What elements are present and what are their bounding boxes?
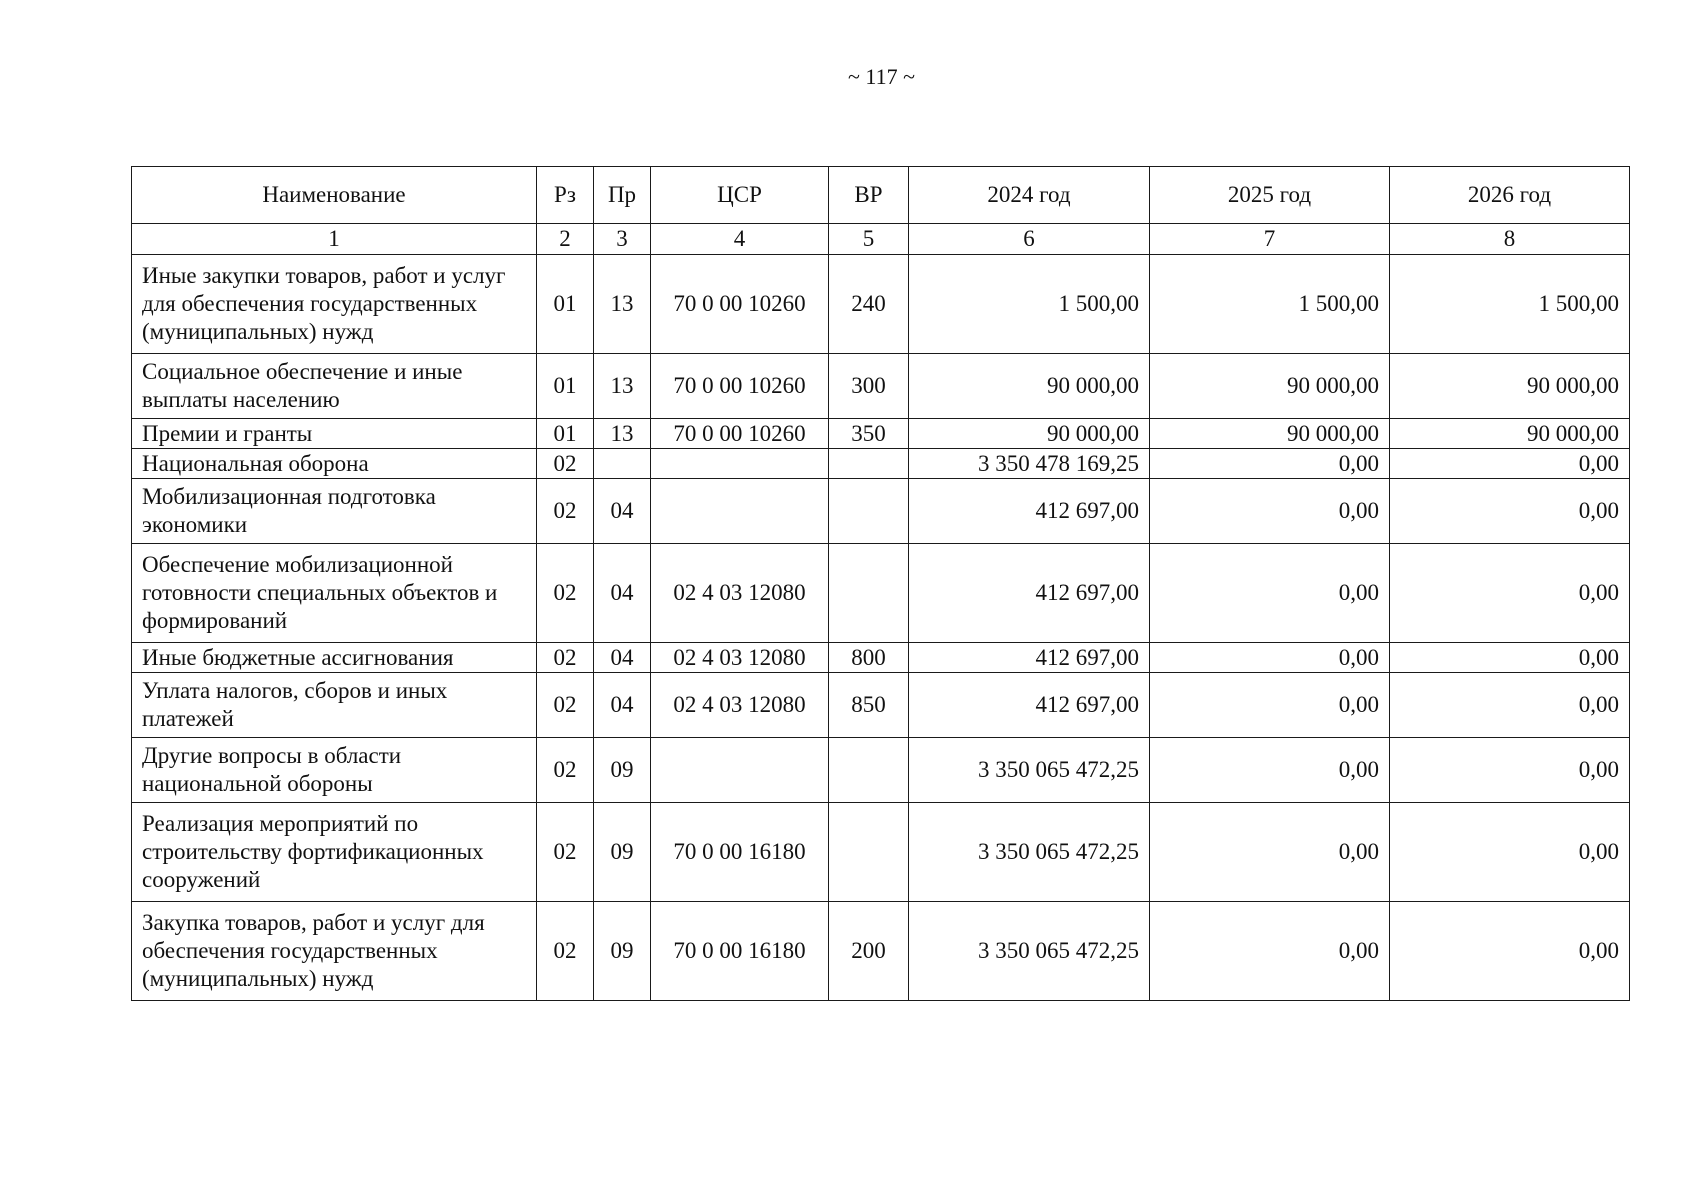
row-2025: 1 500,00	[1150, 255, 1390, 354]
row-pr: 04	[594, 479, 651, 544]
row-2026: 0,00	[1390, 673, 1630, 738]
row-2025: 0,00	[1150, 673, 1390, 738]
header-csr: ЦСР	[651, 167, 829, 224]
row-vr	[829, 544, 909, 643]
table-row	[132, 803, 1630, 902]
header-2026: 2026 год	[1390, 167, 1630, 224]
row-vr: 240	[829, 255, 909, 354]
table-row	[132, 419, 1630, 449]
row-pr: 13	[594, 255, 651, 354]
header-2025: 2025 год	[1150, 167, 1390, 224]
row-name: Реализация мероприятий по строительству фортификационных сооружений	[132, 803, 537, 902]
row-2025: 0,00	[1150, 544, 1390, 643]
row-vr	[829, 803, 909, 902]
table-row	[132, 479, 1630, 544]
row-2026: 0,00	[1390, 643, 1630, 673]
row-vr: 350	[829, 419, 909, 449]
header-row	[132, 167, 1630, 224]
row-name: Уплата налогов, сборов и иных платежей	[132, 673, 537, 738]
row-name: Социальное обеспечение и иные выплаты населению	[132, 354, 537, 419]
row-2026: 1 500,00	[1390, 255, 1630, 354]
column-number-row	[132, 224, 1630, 255]
row-2025: 0,00	[1150, 902, 1390, 1001]
row-2026: 0,00	[1390, 738, 1630, 803]
header-pr: Пр	[594, 167, 651, 224]
row-pr: 04	[594, 544, 651, 643]
row-vr: 200	[829, 902, 909, 1001]
column-number: 1	[132, 224, 537, 255]
row-2025: 90 000,00	[1150, 354, 1390, 419]
column-number: 8	[1390, 224, 1630, 255]
row-2024: 3 350 065 472,25	[909, 803, 1150, 902]
row-rz: 02	[537, 544, 594, 643]
row-pr: 09	[594, 738, 651, 803]
row-2025: 90 000,00	[1150, 419, 1390, 449]
row-vr	[829, 479, 909, 544]
row-vr: 850	[829, 673, 909, 738]
column-number: 2	[537, 224, 594, 255]
row-2024: 1 500,00	[909, 255, 1150, 354]
budget-table	[131, 166, 1630, 1001]
row-csr: 02 4 03 12080	[651, 643, 829, 673]
row-2025: 0,00	[1150, 738, 1390, 803]
row-2024: 3 350 478 169,25	[909, 449, 1150, 479]
header-2024: 2024 год	[909, 167, 1150, 224]
row-2026: 0,00	[1390, 902, 1630, 1001]
row-2024: 412 697,00	[909, 479, 1150, 544]
row-name: Мобилизационная подготовка экономики	[132, 479, 537, 544]
row-rz: 02	[537, 803, 594, 902]
row-rz: 02	[537, 479, 594, 544]
column-number: 7	[1150, 224, 1390, 255]
row-2024: 3 350 065 472,25	[909, 738, 1150, 803]
table-row	[132, 255, 1630, 354]
row-pr: 04	[594, 643, 651, 673]
row-name: Иные бюджетные ассигнования	[132, 643, 537, 673]
row-2025: 0,00	[1150, 479, 1390, 544]
page-number: ~ 117 ~	[848, 64, 915, 89]
table-row	[132, 544, 1630, 643]
row-rz: 01	[537, 419, 594, 449]
table-row	[132, 738, 1630, 803]
row-rz: 02	[537, 673, 594, 738]
row-2025: 0,00	[1150, 803, 1390, 902]
row-name: Национальная оборона	[132, 449, 537, 479]
row-csr	[651, 449, 829, 479]
column-number: 5	[829, 224, 909, 255]
header-rz: Рз	[537, 167, 594, 224]
row-rz: 02	[537, 449, 594, 479]
row-vr	[829, 449, 909, 479]
row-2024: 3 350 065 472,25	[909, 902, 1150, 1001]
row-vr	[829, 738, 909, 803]
table-row	[132, 673, 1630, 738]
row-2026: 0,00	[1390, 803, 1630, 902]
row-rz: 02	[537, 738, 594, 803]
row-2026: 0,00	[1390, 449, 1630, 479]
row-rz: 02	[537, 643, 594, 673]
row-2026: 0,00	[1390, 544, 1630, 643]
row-pr: 09	[594, 902, 651, 1001]
column-number: 4	[651, 224, 829, 255]
table-row	[132, 643, 1630, 673]
row-pr: 13	[594, 419, 651, 449]
row-csr	[651, 738, 829, 803]
row-2024: 90 000,00	[909, 354, 1150, 419]
row-2026: 90 000,00	[1390, 354, 1630, 419]
row-2024: 90 000,00	[909, 419, 1150, 449]
row-name: Обеспечение мобилизационной готовности специальных объектов и формирований	[132, 544, 537, 643]
row-2026: 90 000,00	[1390, 419, 1630, 449]
header-name: Наименование	[132, 167, 537, 224]
row-csr: 70 0 00 10260	[651, 354, 829, 419]
row-pr	[594, 449, 651, 479]
row-pr: 13	[594, 354, 651, 419]
column-number: 6	[909, 224, 1150, 255]
row-2025: 0,00	[1150, 449, 1390, 479]
row-rz: 02	[537, 902, 594, 1001]
table-row	[132, 449, 1630, 479]
row-2024: 412 697,00	[909, 643, 1150, 673]
row-pr: 09	[594, 803, 651, 902]
row-vr: 300	[829, 354, 909, 419]
row-csr: 02 4 03 12080	[651, 544, 829, 643]
row-2025: 0,00	[1150, 643, 1390, 673]
row-csr: 70 0 00 10260	[651, 419, 829, 449]
row-2024: 412 697,00	[909, 544, 1150, 643]
row-csr: 70 0 00 16180	[651, 902, 829, 1001]
row-2024: 412 697,00	[909, 673, 1150, 738]
row-vr: 800	[829, 643, 909, 673]
row-csr: 70 0 00 16180	[651, 803, 829, 902]
column-number: 3	[594, 224, 651, 255]
header-vr: ВР	[829, 167, 909, 224]
row-name: Другие вопросы в области национальной обороны	[132, 738, 537, 803]
row-name: Иные закупки товаров, работ и услуг для обеспечения государственных (муниципальных) нужд	[132, 255, 537, 354]
row-pr: 04	[594, 673, 651, 738]
row-csr: 70 0 00 10260	[651, 255, 829, 354]
row-rz: 01	[537, 354, 594, 419]
table-row	[132, 354, 1630, 419]
row-rz: 01	[537, 255, 594, 354]
table-row	[132, 902, 1630, 1001]
row-csr: 02 4 03 12080	[651, 673, 829, 738]
row-name: Закупка товаров, работ и услуг для обеспечения государственных (муниципальных) нужд	[132, 902, 537, 1001]
row-2026: 0,00	[1390, 479, 1630, 544]
row-csr	[651, 479, 829, 544]
row-name: Премии и гранты	[132, 419, 537, 449]
